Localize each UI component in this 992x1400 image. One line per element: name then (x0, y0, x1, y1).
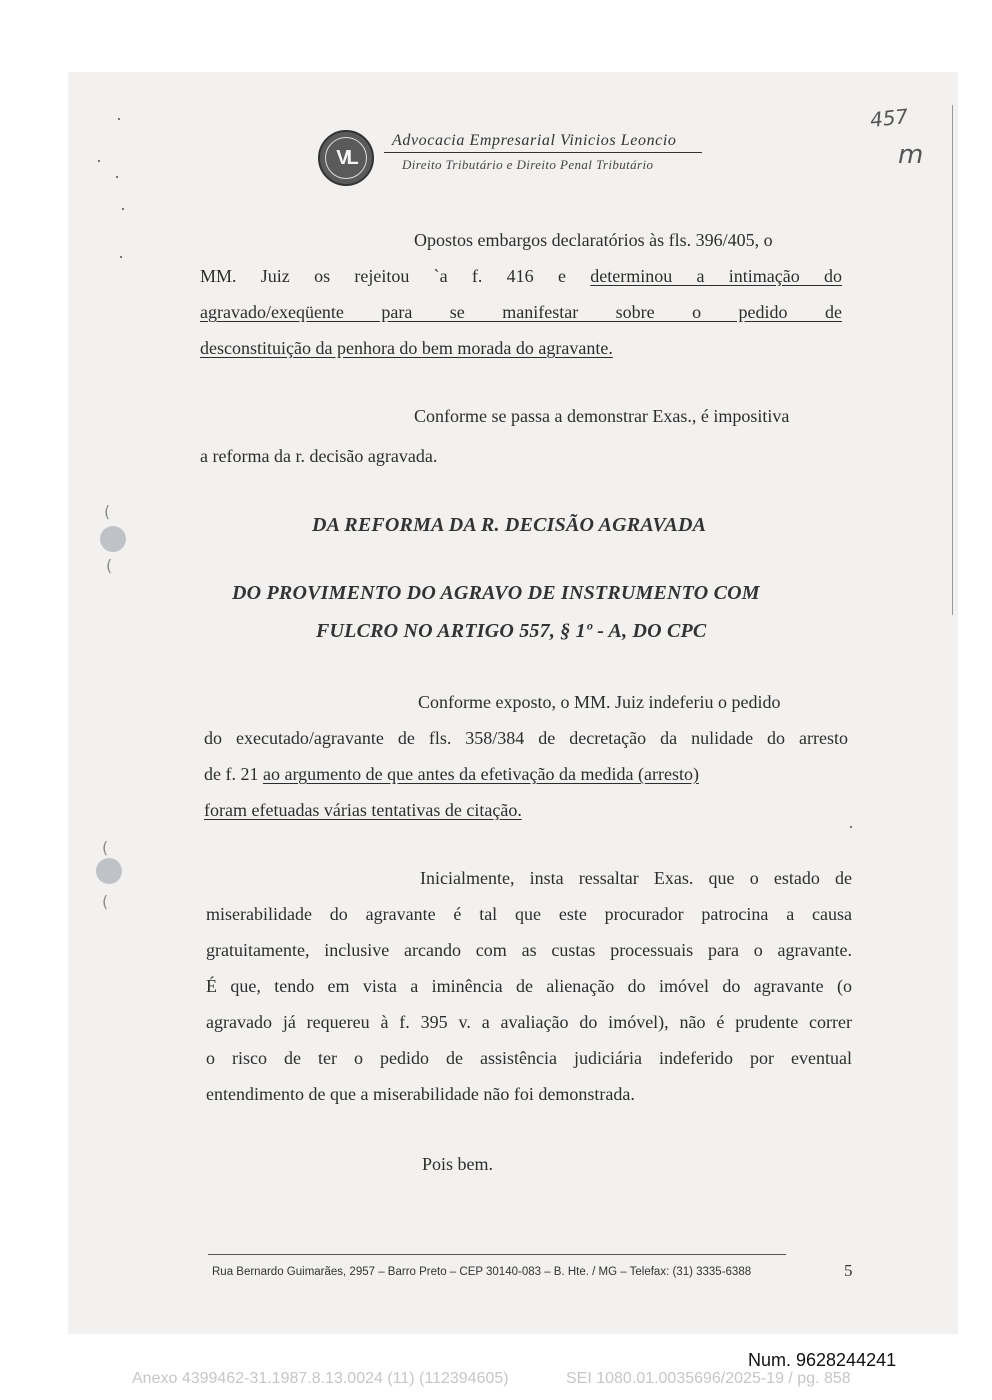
p4-line7: entendimento de que a miserabilidade não foi demonstrada. (206, 1084, 635, 1104)
p1-line1: Opostos embargos declaratórios às fls. 396/405, o (414, 230, 773, 250)
p3-line2: do executado/agravante de fls. 358/384 de decretação da nulidade do arresto (204, 728, 848, 748)
section-heading-provimento-line1: DO PROVIMENTO DO AGRAVO DE INSTRUMENTO COM (232, 582, 760, 604)
p3-line3-plain: de f. 21 (204, 764, 263, 784)
p1-line2 (200, 266, 842, 287)
section-heading-reforma: DA REFORMA DA R. DECISÃO AGRAVADA (312, 514, 707, 536)
scan-speck (116, 176, 118, 178)
footer-address: Rua Bernardo Guimarães, 2957 – Barro Preto – CEP 30140-083 – B. Hte. / MG – Telefax: (31) 3335-6388 (212, 1266, 752, 1278)
punch-hole (96, 858, 122, 884)
scan-speck (118, 118, 120, 120)
punch-hole-mark: ( (106, 556, 113, 575)
footer-rule (208, 1254, 786, 1255)
annex-stamp: Anexo 4399462-31.1987.8.13.0024 (11) (112394605) (132, 1370, 509, 1387)
scan-speck (850, 826, 852, 828)
scan-speck (98, 160, 100, 162)
firm-logo (318, 130, 374, 186)
punch-hole-mark: ( (104, 502, 111, 521)
p1-line3: agravado/exeqüente para se manifestar sobre o pedido de (200, 302, 842, 322)
firm-name: Advocacia Empresarial Vinicios Leoncio (392, 132, 677, 149)
firm-name-rule (384, 152, 702, 153)
punch-hole-mark: ( (102, 838, 109, 857)
p5-text: Pois bem. (422, 1154, 494, 1174)
document-number: Num. 9628244241 (748, 1350, 897, 1370)
p3-line3-underlined: ao argumento de que antes da efetivação da medida (arresto) (262, 764, 699, 784)
handwritten-initial: m (898, 140, 924, 170)
sei-stamp: SEI 1080.01.0035696/2025-19 / pg. 858 (566, 1370, 851, 1387)
p4-line4: É que, tendo em vista a iminência de alienação do imóvel do agravante (o (206, 976, 852, 996)
p3-line4: foram efetuadas várias tentativas de citação. (204, 800, 522, 820)
p2-line1: Conforme se passa a demonstrar Exas., é impositiva (414, 406, 790, 426)
page-number: 5 (844, 1261, 853, 1280)
letterhead (318, 128, 718, 188)
p4-line5: agravado já requereu à f. 395 v. a avaliação do imóvel), não é prudente correr (206, 1012, 852, 1032)
p4-line1: Inicialmente, insta ressaltar Exas. que o estado de (420, 868, 852, 888)
p4-line2: miserabilidade do agravante é tal que este procurador patrocina a causa (206, 904, 852, 924)
p1-line4: desconstituição da penhora do bem morada do agravante. (200, 338, 613, 358)
p4-line6: o risco de ter o pedido de assistência judiciária indeferido por eventual (206, 1048, 852, 1068)
p3-line1: Conforme exposto, o MM. Juiz indeferiu o pedido (418, 692, 781, 712)
p1-line2-underlined: determinou a intimação do (590, 266, 843, 286)
scan-speck (120, 256, 122, 258)
scan-speck (122, 208, 124, 210)
handwritten-folio: 457 (868, 104, 910, 132)
firm-logo-monogram: VL (325, 137, 367, 179)
page-edge-line (952, 105, 953, 615)
section-heading-provimento-line2: FULCRO NO ARTIGO 557, § 1º - A, DO CPC (316, 620, 707, 642)
punch-hole (100, 526, 126, 552)
punch-hole-mark: ( (102, 892, 109, 911)
p4-line3: gratuitamente, inclusive arcando com as custas processuais para o agravante. (206, 940, 852, 960)
p3-line3 (204, 764, 699, 785)
p2-line2: a reforma da r. decisão agravada. (200, 446, 438, 466)
p1-line2-plain: MM. Juiz os rejeitou `a f. 416 e (200, 266, 591, 286)
firm-subtitle: Direito Tributário e Direito Penal Tributário (402, 157, 654, 172)
